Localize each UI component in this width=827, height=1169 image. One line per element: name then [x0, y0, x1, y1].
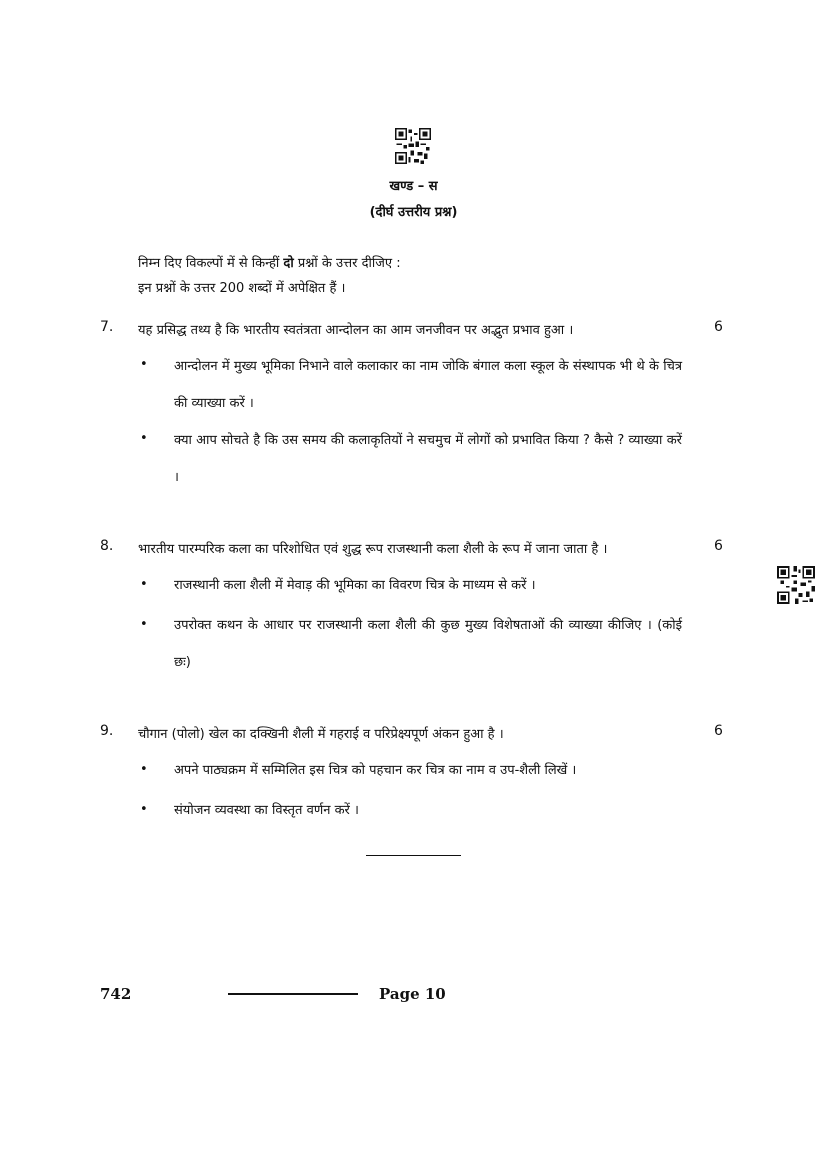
question-number: 9. — [100, 723, 114, 739]
paper-code: 742 — [100, 985, 132, 1003]
bullet-icon: • — [140, 802, 148, 817]
question-bullet: क्या आप सोचते है कि उस समय की कलाकृतियों ने सचमुच में लोगों को प्रभावित किया ? कैसे ? व्याख्या करें । — [174, 433, 682, 485]
bullet-icon: • — [140, 762, 148, 777]
section-title: खण्ड – स — [389, 179, 438, 194]
bullet-icon: • — [140, 617, 148, 632]
question-bullet: उपरोक्त कथन के आधार पर राजस्थानी कला शैली की कुछ मुख्य विशेषताओं की व्याख्या कीजिए । (कोई छः) — [174, 618, 682, 670]
qr-code-icon — [395, 128, 431, 164]
footer-divider — [228, 993, 358, 995]
question-bullet: आन्दोलन में मुख्य भूमिका निभाने वाले कलाकार का नाम जोकि बंगाल कला स्कूल के संस्थापक भी थे के चित्र की व्याख्या करें । — [174, 359, 682, 411]
qr-code-icon — [776, 566, 816, 604]
instruction-line-1: निम्न दिए विकल्पों में से किन्हीं दो प्रश्नों के उत्तर दीजिए : — [138, 256, 401, 271]
question-marks: 6 — [714, 319, 723, 335]
question-number: 7. — [100, 319, 114, 335]
bullet-icon: • — [140, 431, 148, 446]
question-number: 8. — [100, 538, 114, 554]
question-text: चौगान (पोलो) खेल का दक्खिनी शैली में गहराई व परिप्रेक्ष्यपूर्ण अंकन हुआ है । — [138, 727, 504, 742]
question-marks: 6 — [714, 723, 723, 739]
question-text: भारतीय पारम्परिक कला का परिशोधित एवं शुद्ध रूप राजस्थानी कला शैली के रूप में जाना जाता है । — [138, 542, 608, 557]
page-number: Page 10 — [379, 985, 446, 1003]
bullet-icon: • — [140, 357, 148, 372]
question-bullet: संयोजन व्यवस्था का विस्तृत वर्णन करें । — [174, 803, 359, 818]
question-marks: 6 — [714, 538, 723, 554]
end-divider — [366, 855, 461, 856]
question-bullet: राजस्थानी कला शैली में मेवाड़ की भूमिका का विवरण चित्र के माध्यम से करें । — [174, 578, 536, 593]
question-text: यह प्रसिद्ध तथ्य है कि भारतीय स्वतंत्रता आन्दोलन का आम जनजीवन पर अद्भुत प्रभाव हुआ । — [138, 323, 574, 338]
instruction-line-2: इन प्रश्नों के उत्तर 200 शब्दों में अपेक्षित हैं । — [138, 281, 346, 296]
section-subtitle: (दीर्घ उत्तरीय प्रश्न) — [369, 205, 458, 220]
bullet-icon: • — [140, 577, 148, 592]
question-bullet: अपने पाठ्यक्रम में सम्मिलित इस चित्र को पहचान कर चित्र का नाम व उप-शैली लिखें । — [174, 763, 577, 778]
